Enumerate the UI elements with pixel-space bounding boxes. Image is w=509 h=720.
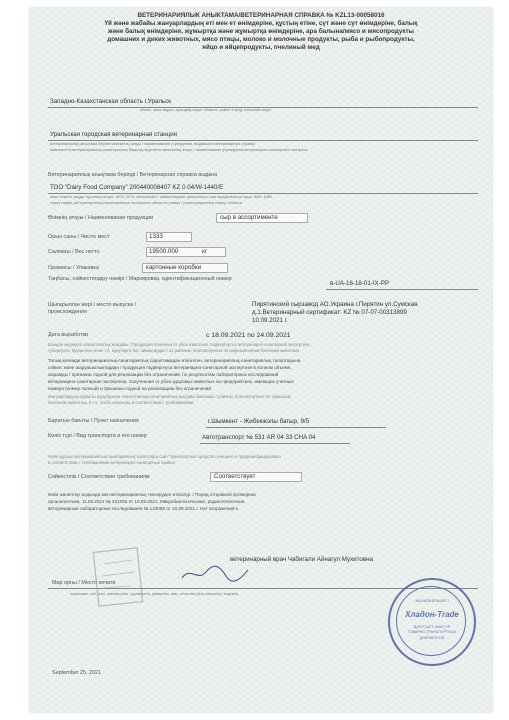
marking-value: в-UA-16-18-01-IX-PP bbox=[330, 280, 389, 287]
issued-to-label: Ветеринариялық анықтама берілді / Ветеринарная справка выдана bbox=[48, 172, 218, 178]
conditions-line: сәйкес және шаруашылықтардан / продукция подвергнута ветеринарно-санитарной экспертизе в полном объеме, bbox=[48, 365, 292, 370]
document-date: September 25, 2021 bbox=[52, 670, 101, 676]
notes-line: ветеринарные лабораторные исследования № 143065 от 10.09.2021 г. Нет возражений к bbox=[48, 506, 238, 511]
conditions-line: Толық көлемде ветеринариялық-санитариялық сараптамадан өткізілген, ветеринариялық-санитариялық талаптарына bbox=[48, 358, 301, 363]
production-label: Дата выработки bbox=[48, 332, 88, 338]
region-value: Западно-Казахстанская область г.Уральск bbox=[50, 98, 171, 105]
packaging-label: Орамасы / Упаковка bbox=[48, 265, 99, 271]
certificate-page bbox=[30, 8, 492, 712]
stamp-sub-text: ДЛЯ СЧЕТ-ФАКТУР bbox=[413, 624, 451, 629]
conditions-line: жарамды / признана годной для реализации без ограничений, по результатам лабораторных исследований bbox=[48, 372, 279, 377]
transport-value: Автотранспорт № 531 AR 04 33 CHA 04 bbox=[202, 434, 316, 441]
station-hint: ветеринариялық анықтама берген мекеменің атауы / наименование учреждения, выдавшего ветеринарную справку bbox=[50, 142, 255, 146]
conditions-line: Шыққан жеріндегі эпизоотиялық жағдайы / Продукция получена от убоя животных, подвергнутых ветеринарно-санитарной экспертизе, bbox=[48, 342, 311, 347]
stamp-sub-text: ЖАУАПКЕРШІЛІГІ bbox=[415, 598, 449, 603]
stamp-place-label: Мөр орны / Место печати bbox=[52, 580, 116, 586]
certificate-subtitle-line: домашних и диких животных, мясо птицы, молоко и молочные продукты, рыба и рыбопродукты, bbox=[107, 36, 415, 43]
product-value: сыр в ассортименте bbox=[220, 214, 278, 221]
issued-to-value: ТОО "Dairy Food Company" 200440006407 KZ 0.04/W-1440/Е bbox=[50, 184, 224, 191]
divider bbox=[326, 289, 478, 290]
weight-unit: кг bbox=[202, 248, 207, 255]
signatory-hint: лауазымы, тегі, аты, әкесінің аты / должность, фамилия, имя, отчество (при наличии) / подпись bbox=[70, 592, 239, 596]
stamp-sub-text: ДОКУМЕНТОВ bbox=[419, 636, 445, 640]
conditions-line: туберкулез, бруцеллез және т.б. ауруларға бос аймақтардан / из районов, благополучных по инфекционным болезням животных bbox=[48, 348, 300, 353]
origin-value-line: Пирятинский сырзавод АО.Украина г.Пирятин ул.Сумская bbox=[252, 301, 418, 308]
station-value: Уральская городская ветеринарная станция bbox=[50, 131, 178, 138]
notes-line: органолептика, 11.09.2021 № 431065 от 10.09.2021, Микробиологические, радиологические, bbox=[48, 499, 246, 504]
product-label: Өнімнің атауы / Наименование продукции bbox=[48, 215, 153, 221]
compliance-label: Сәйкестілік / Соответствие требованиям bbox=[48, 474, 150, 480]
packaging-value: картонные коробки bbox=[146, 264, 202, 271]
conditions-line: ветеринарно-санитарная экспертиза, полученная от убоя здоровых животных на предприятиях, имеющих учетные bbox=[48, 379, 294, 384]
destination-value: г.Шымкент - Жибекжолы батыр, 9/5 bbox=[208, 418, 310, 425]
destination-label: Баратын бағыты / Пункт назначения bbox=[48, 418, 139, 424]
compliance-value: Соответствует bbox=[214, 473, 256, 480]
transport-label: Көлік түрі / Вид транспорта и его номер bbox=[48, 433, 147, 439]
conditions-line: болезням животных, в т.ч. особо опасным, в соответствии с требованиями bbox=[48, 400, 194, 405]
signature-scribble bbox=[180, 564, 250, 584]
transport-note: в соответствии с требованиями ветеринарно-санитарных правил bbox=[48, 460, 176, 465]
issued-to-hint: тіркеу нөмірі, ветеринариялық-санитариялық тексерілген объекттің нөмірі / регистрационный номер объекта bbox=[50, 201, 242, 205]
divider bbox=[200, 443, 350, 444]
company-round-stamp bbox=[388, 578, 476, 666]
stamp-brand: Хладон-Trade bbox=[405, 610, 459, 619]
weight-value: 19500.000 bbox=[149, 248, 179, 255]
region-hint: облыс, қала /аудан, ауылдық округ/ область, район /город, сельский округ/ bbox=[140, 108, 272, 112]
production-value: с 18.09.2021 по 24.09.2021 bbox=[206, 332, 291, 339]
transport-note: Көлік құралы ветеринариялық-санитариялық талаптарға сай / Транспортное средство очищено и продезинфицировано bbox=[48, 454, 281, 459]
signatory-value: ветеринарный врач Чабигали Айнагул Мухитовна bbox=[230, 556, 373, 563]
origin-value-line: д.1.Ветеринарный сертификат: KZ № 07-07-00313899 bbox=[252, 309, 407, 316]
divider bbox=[48, 193, 478, 194]
places-value: 1333 bbox=[149, 233, 163, 240]
notes-line: Өнім жөнелтер алдында мен ветеринариялық тексеруден өткізілді. / Перед отправкой проведена bbox=[48, 492, 256, 497]
stamp-inner-ring bbox=[396, 586, 466, 656]
rectangular-stamp bbox=[92, 546, 146, 610]
conditions-line: Жануарлардың жұқпалы ауруларына эпизоотиялық-санитариялық жағдайы бойынша / районы, благополучные по заразным bbox=[48, 394, 291, 399]
divider bbox=[206, 427, 386, 428]
station-hint: мемлекеттік ветеринариялық-санитариялық бақылау жүргізетін мекеменің атауы / наименование учреждения ветеринарно-санитарного контроля bbox=[50, 148, 308, 152]
places-label: Орын саны / Число мест bbox=[48, 234, 110, 240]
marking-label: Таңбасы, сәйкестендіру нөмірі / Маркировка, идентификационный номер bbox=[48, 276, 232, 282]
stamp-sub-text: ТОВАРНО-ТРАНСПОРТНЫХ bbox=[407, 630, 457, 634]
weight-label: Салмағы / Вес нетто bbox=[48, 249, 100, 255]
certificate-subtitle-line: яйцо и яйцепродукты, пчелиный мед bbox=[202, 44, 320, 51]
certificate-title: ВЕТЕРИНАРИЯЛЫК АНЫКТАМА/ВЕТЕРИНАРНАЯ СПРАВКА № KZL13-00058016 bbox=[137, 12, 385, 19]
conditions-line: номера (номер полный) и признаны годной на реализацию без ограничений bbox=[48, 386, 211, 391]
origin-label: Шығарылған жері / место выпуска / происхождения bbox=[48, 302, 137, 315]
origin-value-line: 10.09.2021 г. bbox=[252, 317, 288, 324]
divider bbox=[48, 140, 478, 141]
certificate-subtitle-line: және балық өнімдеріне, жұмыртқа және жұмыртқа өнімдеріне, ара балына/мясо и мясопродукты bbox=[108, 28, 414, 35]
issued-to-hint: жеке немесе заңды тұлғаның атауы, ЖСН, БСН, мекенжайы / наименование физического или юридического лица, ИИН, БИН, bbox=[50, 195, 274, 199]
certificate-subtitle-line: Үй және жабайы жануарлардың еті мен ет өнімдеріне, құстың етіне, сүт және сүт өнімдеріне, балық bbox=[104, 20, 418, 27]
